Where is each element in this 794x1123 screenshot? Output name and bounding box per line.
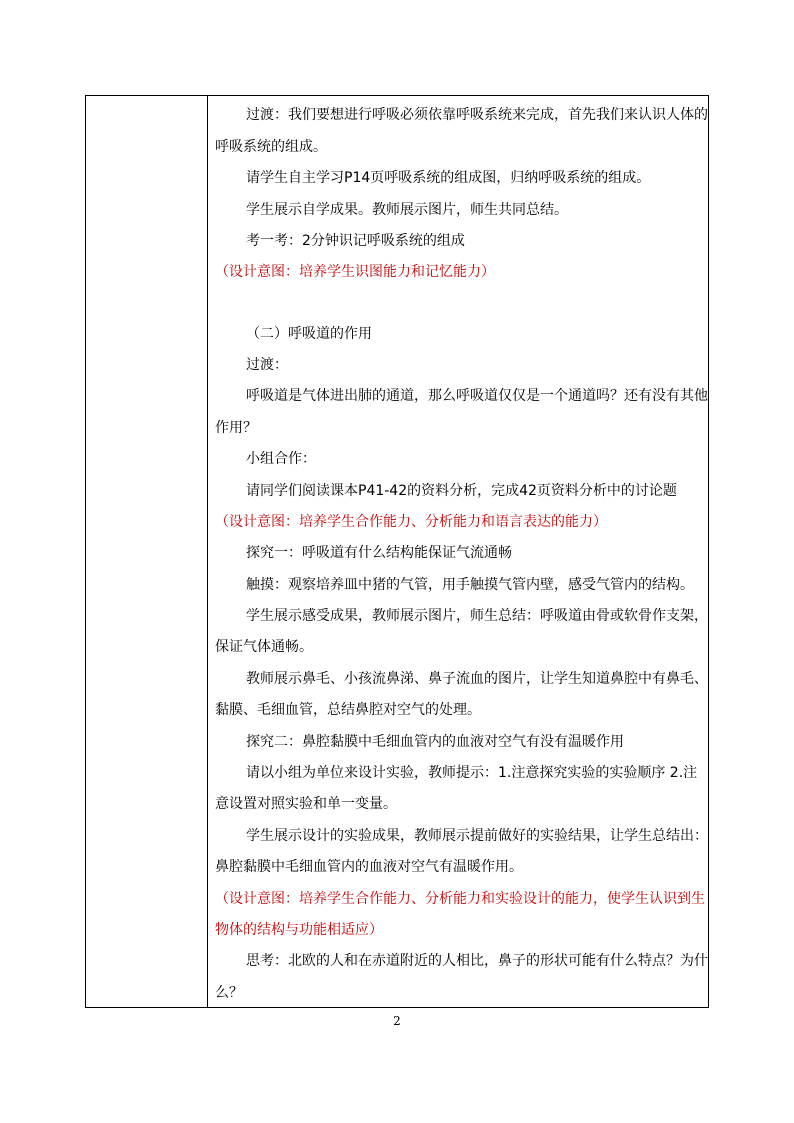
paragraph-nose-images: 教师展示鼻毛、小孩流鼻涕、鼻子流血的图片，让学生知道鼻腔中有鼻毛、 [246,671,708,687]
paragraph-airway-question: 呼吸道是气体进出肺的通道，那么呼吸道仅仅是一个通道吗？还有没有其他 [246,388,708,404]
paragraph-experiment-design-cont: 意设置对照实验和单一变量。 [215,796,397,812]
paragraph-student-show: 学生展示自学成果。教师展示图片，师生共同总结。 [246,202,568,218]
paragraph-experiment-design: 请以小组为单位来设计实验，教师提示：1.注意探究实验的实验顺序 2.注 [246,765,698,781]
design-intent-3-cont: 物体的结构与功能相适应） [215,922,383,938]
column-divider [207,95,208,1008]
paragraph-explore-2: 探究二：鼻腔黏膜中毛细血管内的血液对空气有没有温暖作用 [246,734,624,750]
design-intent-2: （设计意图：培养学生合作能力、分析能力和语言表达的能力） [215,514,607,530]
paragraph-think-cont: 么？ [215,985,243,1001]
section-heading-airway: （二）呼吸道的作用 [246,326,372,342]
paragraph-think: 思考：北欧的人和在赤道附近的人相比，鼻子的形状可能有什么特点？为什 [246,953,708,969]
paragraph-reading: 请同学们阅读课本P41-42的资料分析，完成42页资料分析中的讨论题 [246,483,677,499]
paragraph-nose-images-cont: 黏膜、毛细血管，总结鼻腔对空气的处理。 [215,702,481,718]
paragraph-transition: 过渡：我们要想进行呼吸必须依靠呼吸系统来完成，首先我们来认识人体的 [246,107,708,123]
paragraph-experiment-result-cont: 鼻腔黏膜中毛细血管内的血液对空气有温暖作用。 [215,859,523,875]
paragraph-touch: 触摸：观察培养皿中猪的气管，用手触摸气管内壁，感受气管内的结构。 [246,577,694,593]
paragraph-transition-cont: 呼吸系统的组成。 [215,139,327,155]
design-intent-1: （设计意图：培养学生识图能力和记忆能力） [215,264,495,280]
paragraph-quiz: 考一考：2分钟识记呼吸系统的组成 [246,233,465,249]
paragraph-summary: 学生展示感受成果，教师展示图片，师生总结：呼吸道由骨或软骨作支架， [246,608,708,624]
paragraph-transition-2: 过渡： [246,357,288,373]
page-number: 2 [393,1014,401,1028]
design-intent-3: （设计意图：培养学生合作能力、分析能力和实验设计的能力，使学生认识到生 [215,891,705,907]
paragraph-group-work: 小组合作： [246,451,316,467]
paragraph-explore-1: 探究一：呼吸道有什么结构能保证气流通畅 [246,545,512,561]
paragraph-summary-cont: 保证气体通畅。 [215,639,313,655]
paragraph-experiment-result: 学生展示设计的实验成果，教师展示提前做好的实验结果，让学生总结出： [246,828,708,844]
paragraph-airway-question-cont: 作用？ [215,420,257,436]
paragraph-self-study: 请学生自主学习P14页呼吸系统的组成图，归纳呼吸系统的组成。 [246,170,651,186]
